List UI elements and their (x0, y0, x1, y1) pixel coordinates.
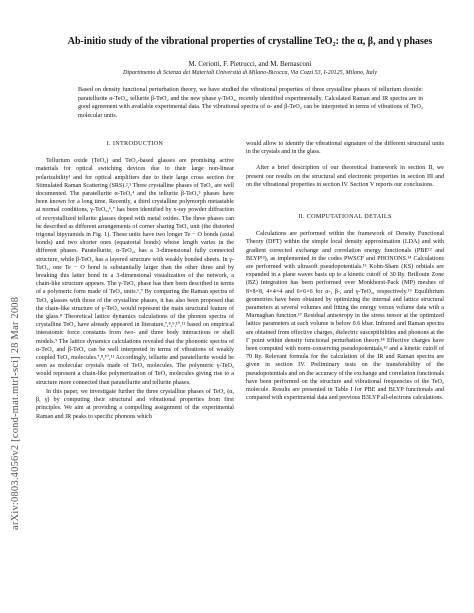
paragraph: In this paper, we investigate further the three crystalline phases of TeO₂ (α, β, γ) by computing their structural and vibrational properties from first principles. We aim at providing a compelling assignment of the experimental Raman and IR peaks to specific phonons which (36, 388, 234, 420)
left-column (36, 140, 234, 421)
paragraph: Tellurium oxide (TeO₂) and TeO₂-based glasses are promising active materials for optical switching devices due to their large non-linear polarizability¹ and for optical amplifiers due to their large cross section for Stimulated Raman Scattering (SRS).²,³ Three crystalline phases of TeO₂ are well documented. The paratellurite α-TeO₂⁴ and the tellurite β-TeO₂⁵ phases have been known for a long time. Recently, a third crystalline polymorph metastable at normal conditions, γ-TeO₂,⁶,⁷ has been identified by x-ray powder diffraction of recrystallized tellurite glasses doped with metal oxides. The three phases can be described as different arrangements of corner sharing TeO₄ unit (the distorted trigonal bipyramids in Fig. 1). These units have two longer Te − O bonds (axial bonds) and two shorter ones (equatorial bonds) whose length varies in the different phases. Paratellurite, α-TeO₂, has a 3-dimensional fully connected structure, while β-TeO₂ has a layered structure with weakly bonded sheets. In γ-TeO₂, one Te − O bond is substantially larger than the other three and by breaking this latter bond in a 3-dimensional visualization of the network, a chain-like structure appears. The γ-TeO₂ phase has then been described in terms of a polymeric form made of TeO₃ units.⁶,⁷ By comparing the Raman spectra of TeO₂ glasses with those of the crystalline phases, it has also been proposed that the chain-like structure of γ-TeO₂ would represent the main structural feature of the glass.⁸ Theoretical lattice dynamics calculations of the phonon spectra of crystalline TeO₂ have already appeared in literature,⁷,⁸,⁹,¹⁰,¹¹ based on empirical interatomic force constants from two- and three body interactions or shell models.⁹ The lattice dynamics calculations revealed that the phononic spectra of α-TeO₂ and β-TeO₂ can be well interpreted in terms of vibrations of weakly coupled TeO₂ molecules.⁷,⁸,¹⁰,¹¹ Accordingly, tellurite and paratellurite would be seen as molecular crystals made of TeO₂ molecules. The polymeric γ-TeO₂ would represent a chain-like polymerization of TeO₂ molecules giving rise to a structure more connected than paratellurite and tellurite phases. (36, 158, 234, 386)
arxiv-stamp-text: arXiv:0803.4056v2 [cond-mat.mtrl-sci] 28 Mar 2008 (10, 296, 21, 530)
section-heading-computational-details: II. COMPUTATIONAL DETAILS (298, 213, 392, 221)
arxiv-stamp (8, 130, 22, 530)
paragraph: would allow to identify the vibrational signature of the different structural units in the crystals and in the glass. (246, 141, 444, 156)
paper-title: Ab-initio study of the vibrational properties of crystalline TeO₂: the α, β, and γ phases (67, 36, 433, 47)
paragraph: Calculations are performed within the framework of Density Functional Theory (DFT) within the simple local density approximation (LDA) and with gradient corrected exchange and correlation energy functionals (PBE¹² and BLYP¹³), as implemented in the codes PWSCF and PHONONS.¹⁴ Calculations are performed with ultrasoft pseudopotentials.¹⁵ Kohn-Sham (KS) orbitals are expanded in a plane waves basis up to a kinetic cutoff of 30 Ry. Brillouin Zone (BZ) integration has been performed over Monkhorst-Pack (MP) meshes of 8×8×8, 4×4×4 and 6×6×6 for α-, β-, and γ-TeO₂, respectively.¹⁶ Equilibrium geometries have been obtained by optimizing the internal and lattice structural parameters at several volumes and fitting the energy versus volume data with a Murnaghan function.¹⁷ Residual anisotropy in the stress tensor at the optimized lattice parameters at each volume is below 0.6 kbar. Infrared and Raman spectra are obtained from effective charges, dielectric susceptibilities and phonons at the Γ point within density functional perturbation theory.¹⁸ Effective charges have been computed with norm-conserving pseudopotentials,¹⁹ and a kinetic cutoff of 70 Ry. Relevant formula for the calculation of the IR and Raman spectra are given in section IV. Preliminary tests on the transferability of the pseudopotentials and on the accuracy of the exchange and correlation functionals have been performed on the structure and vibrational frequencies of the TeO₂ molecule. Results are presented in Table I for PBE and BLYP functionals and compared with experimental data and previous B3LYP all-electrons calculations. (246, 231, 444, 402)
paragraph: After a brief description of our theoretical framework in section II, we present our results on the structural and electronic properties in section III and on the vibrational properties in section IV. Section V reports our conclusions. (246, 165, 444, 188)
paper-authors: M. Ceriotti, F. Pietrucci, and M. Bernasconi (188, 60, 312, 68)
section-heading-introduction: I. INTRODUCTION (106, 140, 164, 147)
paper-abstract: Based on density functional perturbation theory, we have studied the vibrational properties of three crystalline phases of tellurium dioxide: paratellurite α-TeO₂, tellurite β-TeO₂ and the new phase γ-TeO₂, recently identified experimentally. Calculated Raman and IR spectra are in good agreement with available experimental data. The vibrational spectra of α- and β-TeO₂ can be interpreted in terms of vibrations of TeO₂ molecular units. (78, 87, 423, 119)
right-column (246, 140, 444, 402)
paper-affiliation: Dipartimento di Scienza dei Materiali Università di Milano-Bicocca, Via Cozzi 53, I-20125, Milano, Italy (122, 70, 378, 76)
